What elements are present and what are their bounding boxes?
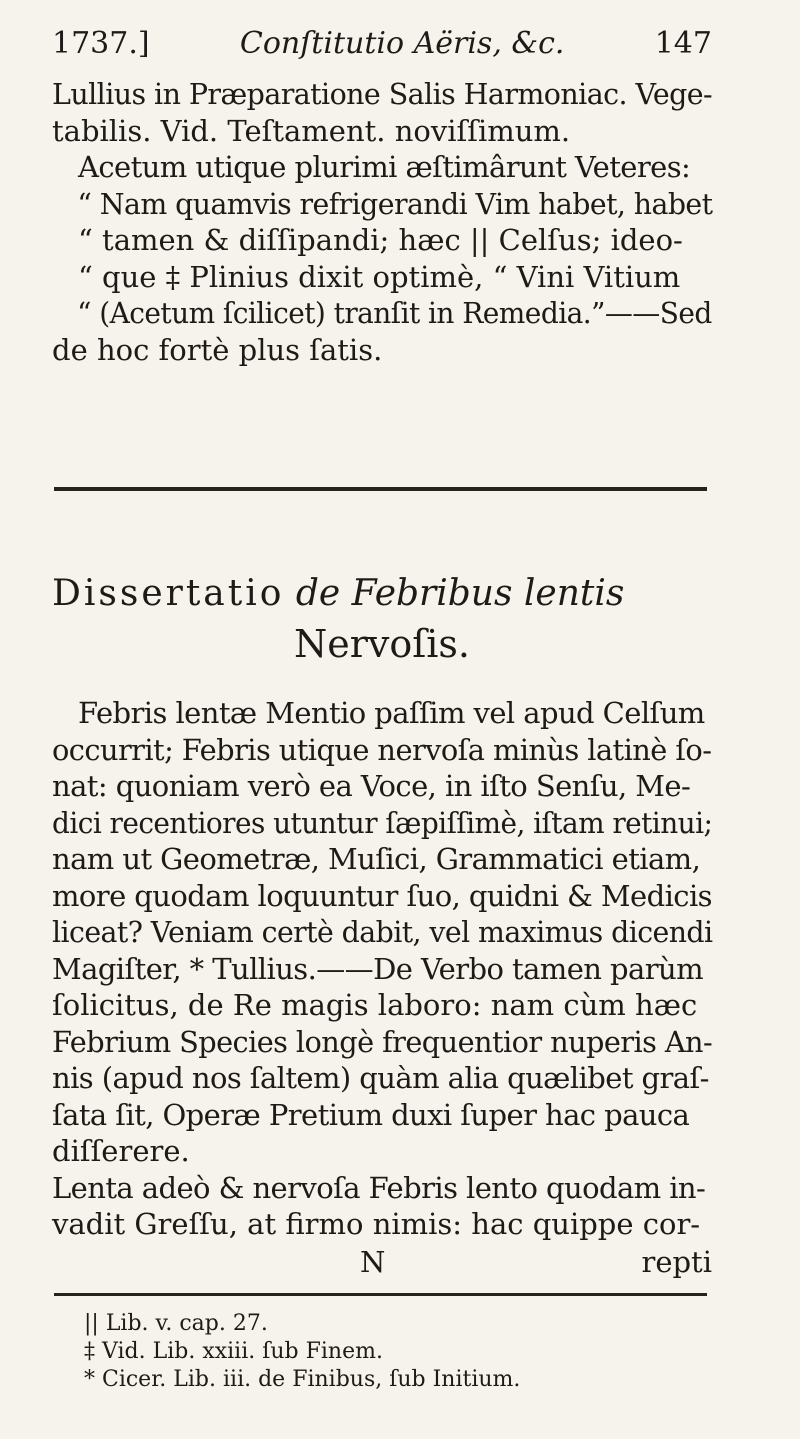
text-line: liceat? Veniam certè dabit, vel maximus dicendi — [52, 915, 713, 949]
section-divider — [54, 487, 707, 491]
quote-line: “ Nam quamvis refrigerandi Vim habet, habet — [77, 186, 713, 221]
text-line: vadit Greſſu, at firmo nimis: hac quippe cor- — [52, 1207, 701, 1241]
text-line: Magiſter, * Tullius.——De Verbo tamen parùm — [52, 951, 704, 986]
text-line: Lenta adeò & nervoſa Febris lento quodam in- — [52, 1170, 706, 1205]
text-line: Lullius in Præparatione Salis Harmoniac. Vege- — [52, 77, 713, 111]
text-line: more quodam loquuntur ſuo, quidni & Medicis — [52, 878, 712, 913]
catchline — [52, 1245, 712, 1279]
body-paragraphs — [52, 695, 712, 1243]
quote-line: “ (Acetum ſcilicet) tranſit in Remedia.”——Sed — [77, 296, 712, 330]
text-line: diſſerere. — [52, 1134, 190, 1168]
dissertation-title — [52, 573, 712, 614]
text-line: ſolicitus, de Re magis laboro: nam cùm hæc — [52, 988, 698, 1022]
text-line: Febris lentæ Mentio paſſim vel apud Celſum — [78, 696, 705, 730]
footnote: ‡ Vid. Lib. xxiii. ſub Finem. — [84, 1339, 383, 1364]
running-header — [52, 26, 712, 61]
footnote: || Lib. v. cap. 27. — [84, 1311, 268, 1336]
text-line: nam ut Geometræ, Muſici, Grammatici etiam, — [52, 842, 701, 876]
text-line: nis (apud nos ſaltem) quàm alia quælibet graſ- — [52, 1061, 709, 1095]
dissertation-subtitle: Nervoſis. — [293, 622, 471, 666]
catchword: repti — [641, 1245, 712, 1279]
running-title: Conſtitutio Aëris, &c. — [239, 26, 565, 61]
quote-line: “ tamen & diſſipandi; hæc || Celſus; ideo- — [78, 223, 683, 257]
text-line: Acetum utique plurimi æſtimârunt Veteres: — [78, 150, 691, 184]
text-line: ſata ſit, Operæ Pretium duxi ſuper hac pauca — [52, 1097, 690, 1132]
text-line: Febrium Species longè frequentior nuperis An- — [52, 1024, 713, 1059]
footnote: * Cicer. Lib. iii. de Finibus, ſub Initium. — [84, 1367, 521, 1392]
text-line: nat: quoniam verò ea Voce, in iſto Senſu, Me- — [52, 769, 691, 803]
page-number: 147 — [654, 26, 712, 61]
header-year: 1737.] — [52, 26, 150, 61]
top-paragraphs — [52, 76, 712, 368]
text-line: de hoc fortè plus ſatis. — [52, 332, 383, 367]
signature-mark: N — [360, 1245, 386, 1279]
text-line: dici recentiores utuntur ſæpiſſimè, iſtam retinui; — [52, 805, 713, 840]
text-line: tabilis. Vid. Teſtament. noviſſimum. — [52, 113, 571, 148]
dissertation-title-italic: de Febribus lentis — [295, 573, 625, 614]
footnotes — [84, 1310, 704, 1394]
footnote-divider — [54, 1293, 707, 1296]
quote-line: “ que ‡ Plinius dixit optimè, “ Vini Vitium — [78, 259, 681, 294]
text-line: occurrit; Febris utique nervoſa minùs latinè ſo- — [52, 732, 712, 767]
dissertation-title-caps: Dissertatio — [52, 573, 285, 614]
